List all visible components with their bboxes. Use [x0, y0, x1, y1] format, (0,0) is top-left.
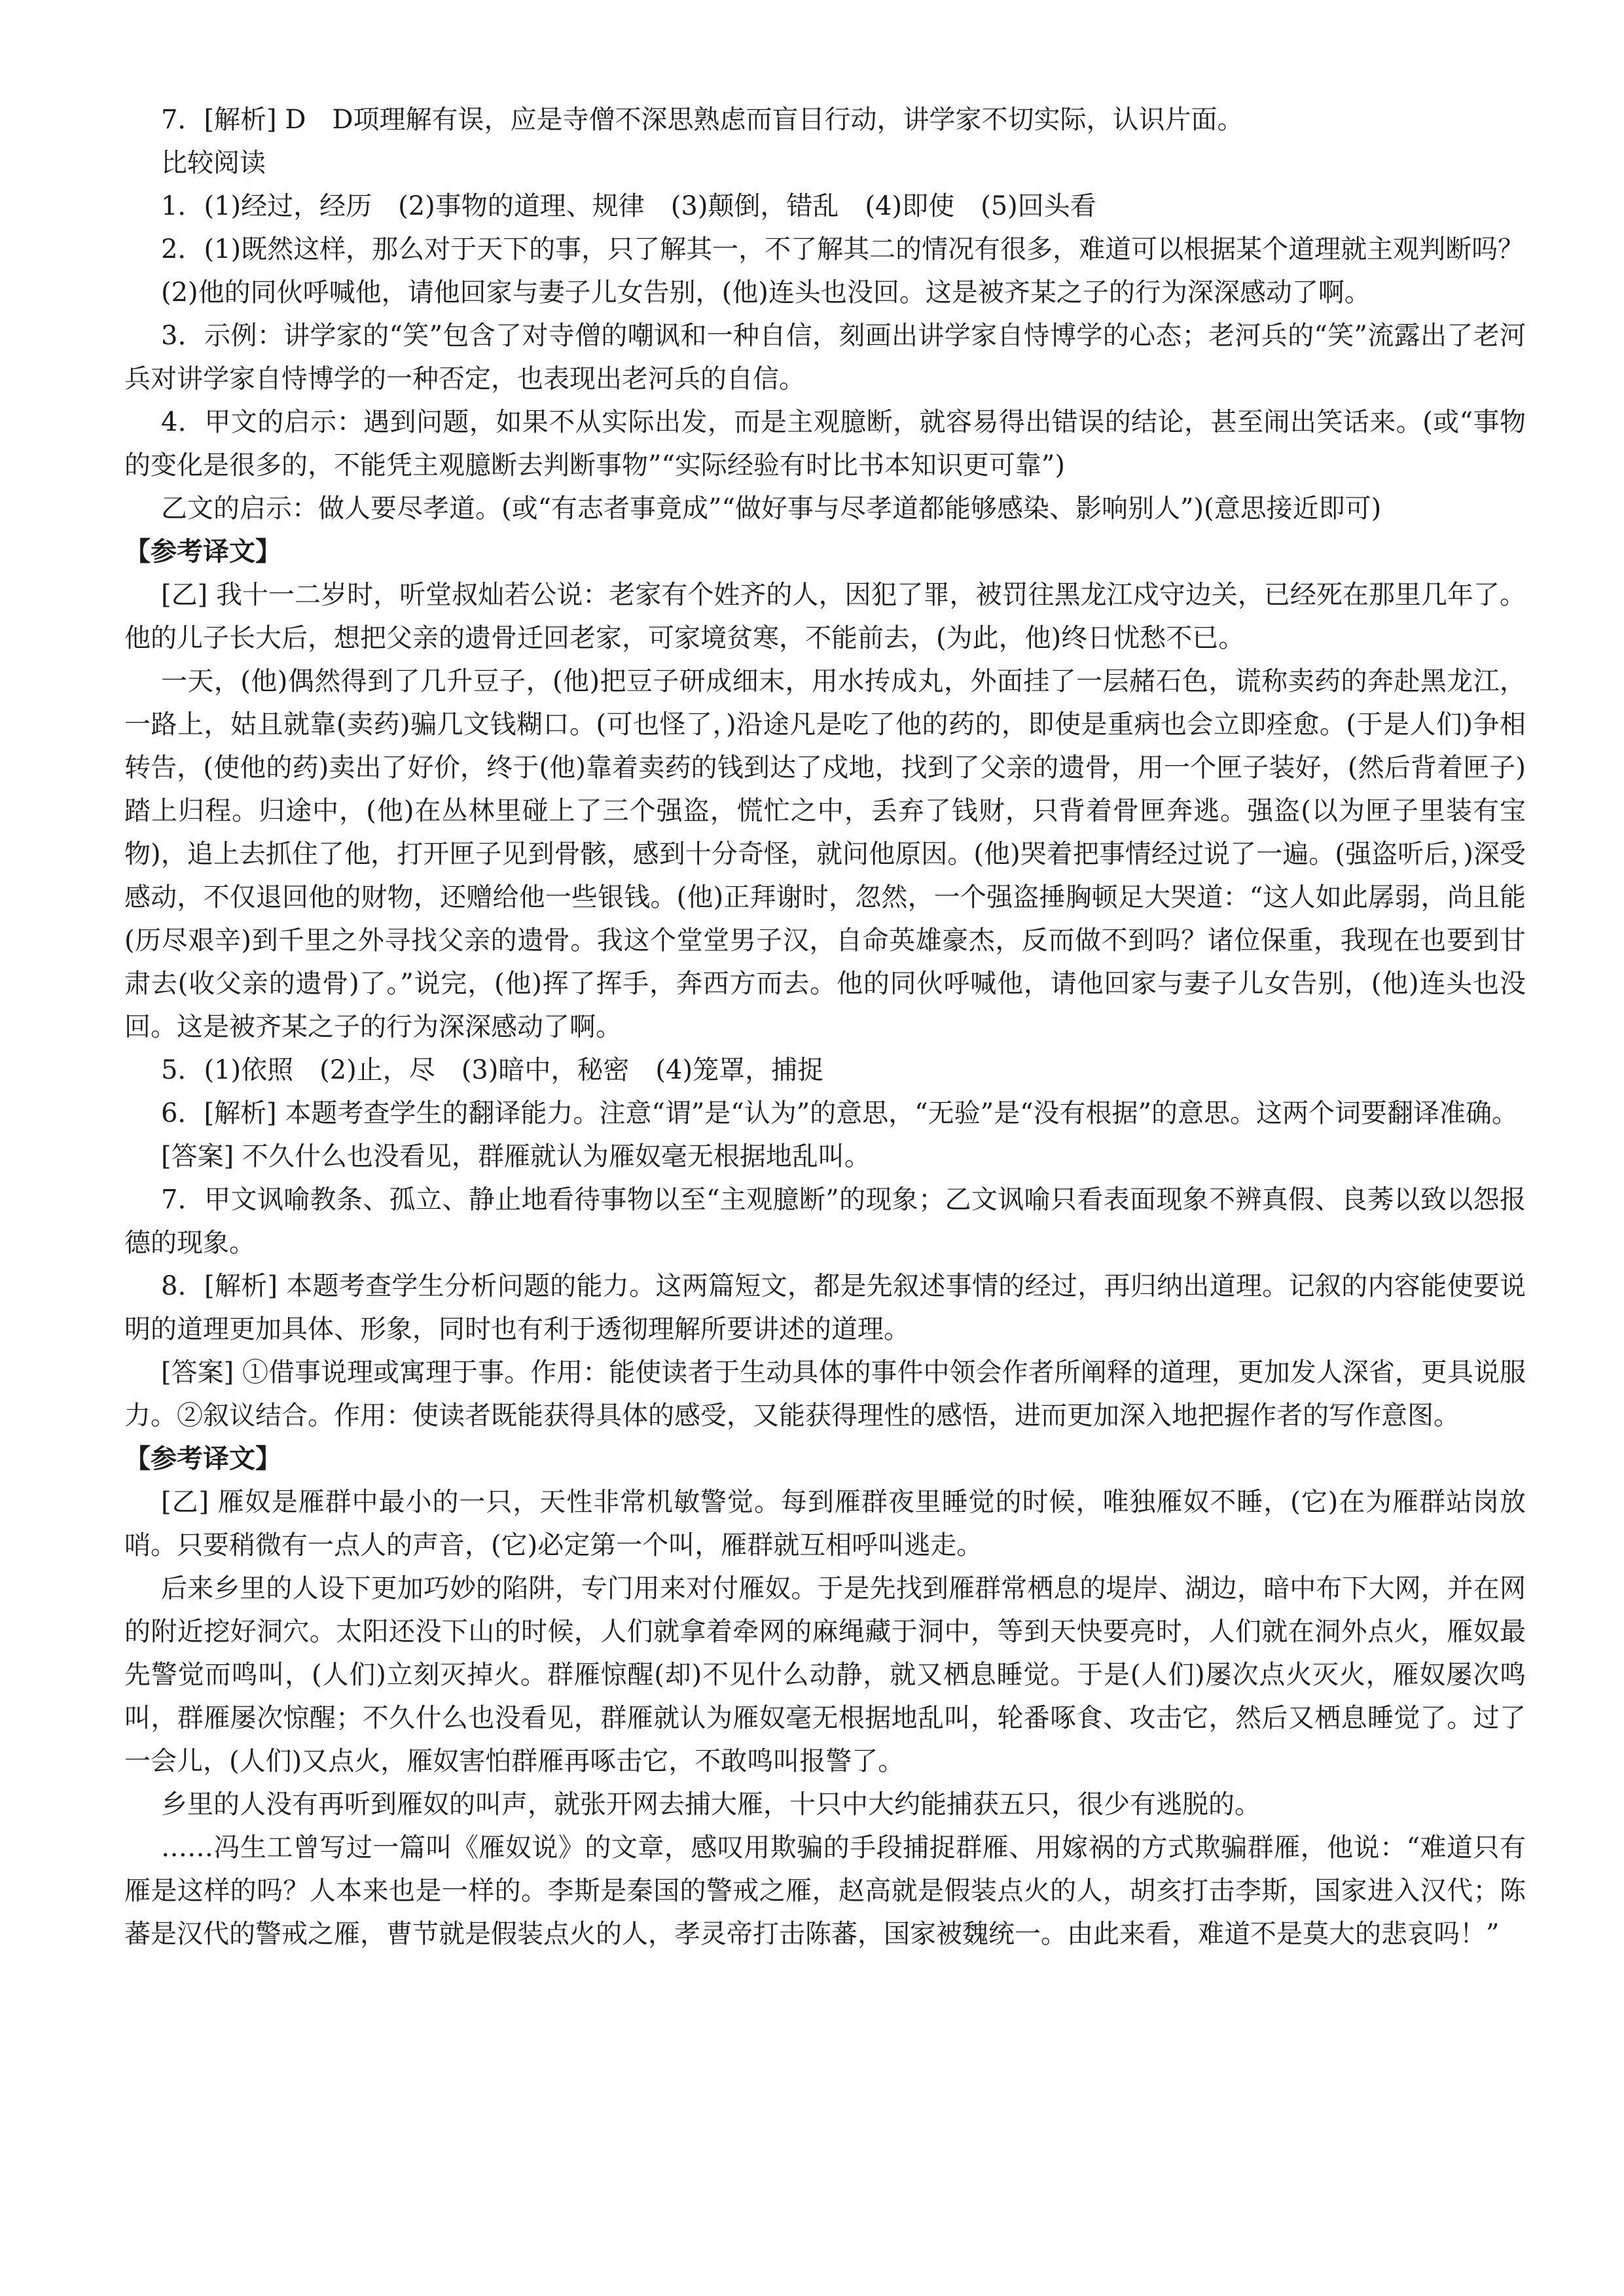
reference-translation-heading: 【参考译文】	[124, 1443, 281, 1474]
translation-paragraph: [乙] 雁奴是雁群中最小的一只，天性非常机敏警觉。每到雁群夜里睡觉的时候，唯独雁奴不睡，(它)在为雁群站岗放哨。只要稍微有一点人的声音，(它)必定第一个叫，雁群就互相呼叫逃走。	[124, 1487, 1526, 1560]
translation-paragraph: [乙] 我十一二岁时，听堂叔灿若公说：老家有个姓齐的人，因犯了罪，被罚往黑龙江戍守边关，已经死在那里几年了。他的儿子长大后，想把父亲的遗骨迁回老家，可家境贫寒，不能前去，(为此，他)终日忧愁不已。	[124, 580, 1526, 653]
answer-1: 1．(1)经过，经历 (2)事物的道理、规律 (3)颠倒，错乱 (4)即使 (5)回头看	[161, 191, 1096, 221]
translation-paragraph: 乡里的人没有再听到雁奴的叫声，就张开网去捕大雁，十只中大约能捕获五只，很少有逃脱的。	[161, 1789, 1261, 1820]
answer-5: 5．(1)依照 (2)止，尽 (3)暗中，秘密 (4)笼罩，捕捉	[161, 1055, 824, 1085]
reference-translation-heading: 【参考译文】	[124, 536, 281, 567]
answer-6-analysis: 6．[解析] 本题考查学生的翻译能力。注意“谓”是“认为”的意思，“无验”是“没有根据”的意思。这两个词要翻译准确。	[161, 1098, 1518, 1128]
translation-paragraph: 后来乡里的人设下更加巧妙的陷阱，专门用来对付雁奴。于是先找到雁群常栖息的堤岸、湖边，暗中布下大网，并在网的附近挖好洞穴。太阳还没下山的时候，人们就拿着牵网的麻绳藏于洞中，等到天快要亮时，人们就在洞外点火，雁奴最先警觉而鸣叫，(人们)立刻灭掉火。群雁惊醒(却)不见什么动静，就又栖息睡觉。于是(人们)屡次点火灭火，雁奴屡次鸣叫，群雁屡次惊醒；不久什么也没看见，群雁就认为雁奴毫无根据地乱叫，轮番啄食、攻击它，然后又栖息睡觉了。过了一会儿，(人们)又点火，雁奴害怕群雁再啄击它，不敢鸣叫报警了。	[124, 1573, 1526, 1776]
answer-4-text-b: 乙文的启示：做人要尽孝道。(或“有志者事竟成”“做好事与尽孝道都能够感染、影响别人”)(意思接近即可)	[161, 493, 1382, 524]
answer-3: 3．示例：讲学家的“笑”包含了对寺僧的嘲讽和一种自信，刻画出讲学家自恃博学的心态；老河兵的“笑”流露出了老河兵对讲学家自恃博学的一种否定，也表现出老河兵的自信。	[124, 321, 1526, 394]
translation-paragraph: 一天，(他)偶然得到了几升豆子，(他)把豆子研成细末，用水抟成丸，外面挂了一层赭石色，谎称卖药的奔赴黑龙江，一路上，姑且就靠(卖药)骗几文钱糊口。(可也怪了，)沿途凡是吃了他的药的，即使是重病也会立即痊愈。(于是人们)争相转告，(使他的药)卖出了好价，终于(他)靠着卖药的钱到达了戍地，找到了父亲的遗骨，用一个匣子装好，(然后背着匣子)踏上归程。归途中，(他)在丛林里碰上了三个强盗，慌忙之中，丢弃了钱财，只背着骨匣奔逃。强盗(以为匣子里装有宝物)，追上去抓住了他，打开匣子见到骨骸，感到十分奇怪，就问他原因。(他)哭着把事情经过说了一遍。(强盗听后，)深受感动，不仅退回他的财物，还赠给他一些银钱。(他)正拜谢时，忽然，一个强盗捶胸顿足大哭道：“这人如此孱弱，尚且能(历尽艰辛)到千里之外寻找父亲的遗骨。我这个堂堂男子汉，自命英雄豪杰，反而做不到吗？诸位保重，我现在也要到甘肃去(收父亲的遗骨)了。”说完，(他)挥了挥手，奔西方而去。他的同伙呼喊他，请他回家与妻子儿女告别，(他)连头也没回。这是被齐某之子的行为深深感动了啊。	[124, 666, 1526, 1042]
section-title-comparative-reading: 比较阅读	[161, 148, 266, 178]
answer-7-analysis: 7．[解析] D D项理解有误，应是寺僧不深思熟虑而盲目行动，讲学家不切实际，认识片面。	[161, 105, 1244, 135]
answer-6-answer: [答案] 不久什么也没看见，群雁就认为雁奴毫无根据地乱叫。	[161, 1141, 871, 1172]
answer-2-part-2: (2)他的同伙呼喊他，请他回家与妻子儿女告别，(他)连头也没回。这是被齐某之子的行为深深感动了啊。	[161, 278, 1371, 308]
answer-7: 7．甲文讽喻教条、孤立、静止地看待事物以至“主观臆断”的现象；乙文讽喻只看表面现象不辨真假、良莠以致以怨报德的现象。	[124, 1185, 1526, 1258]
translation-paragraph: ……冯生工曾写过一篇叫《雁奴说》的文章，感叹用欺骗的手段捕捉群雁、用嫁祸的方式欺骗群雁，他说：“难道只有雁是这样的吗？人本来也是一样的。李斯是秦国的警戒之雁，赵高就是假装点火的人，胡亥打击李斯，国家进入汉代；陈蕃是汉代的警戒之雁，曹节就是假装点火的人，孝灵帝打击陈蕃，国家被魏统一。由此来看，难道不是莫大的悲哀吗！”	[124, 1833, 1526, 1949]
answer-2-part-1: 2．(1)既然这样，那么对于天下的事，只了解其一，不了解其二的情况有很多，难道可以根据某个道理就主观判断吗？	[161, 234, 1525, 264]
answer-4-text-a: 4．甲文的启示：遇到问题，如果不从实际出发，而是主观臆断，就容易得出错误的结论，甚至闹出笑话来。(或“事物的变化是很多的，不能凭主观臆断去判断事物”“实际经验有时比书本知识更可靠”)	[124, 407, 1526, 480]
answer-8-answer: [答案] ①借事说理或寓理于事。作用：能使读者于生动具体的事件中领会作者所阐释的道理，更加发人深省，更具说服力。②叙议结合。作用：使读者既能获得具体的感受，又能获得理性的感悟，进而更加深入地把握作者的写作意图。	[124, 1357, 1526, 1431]
answer-8-analysis: 8．[解析] 本题考查学生分析问题的能力。这两篇短文，都是先叙述事情的经过，再归纳出道理。记叙的内容能使要说明的道理更加具体、形象，同时也有利于透彻理解所要讲述的道理。	[124, 1271, 1526, 1344]
